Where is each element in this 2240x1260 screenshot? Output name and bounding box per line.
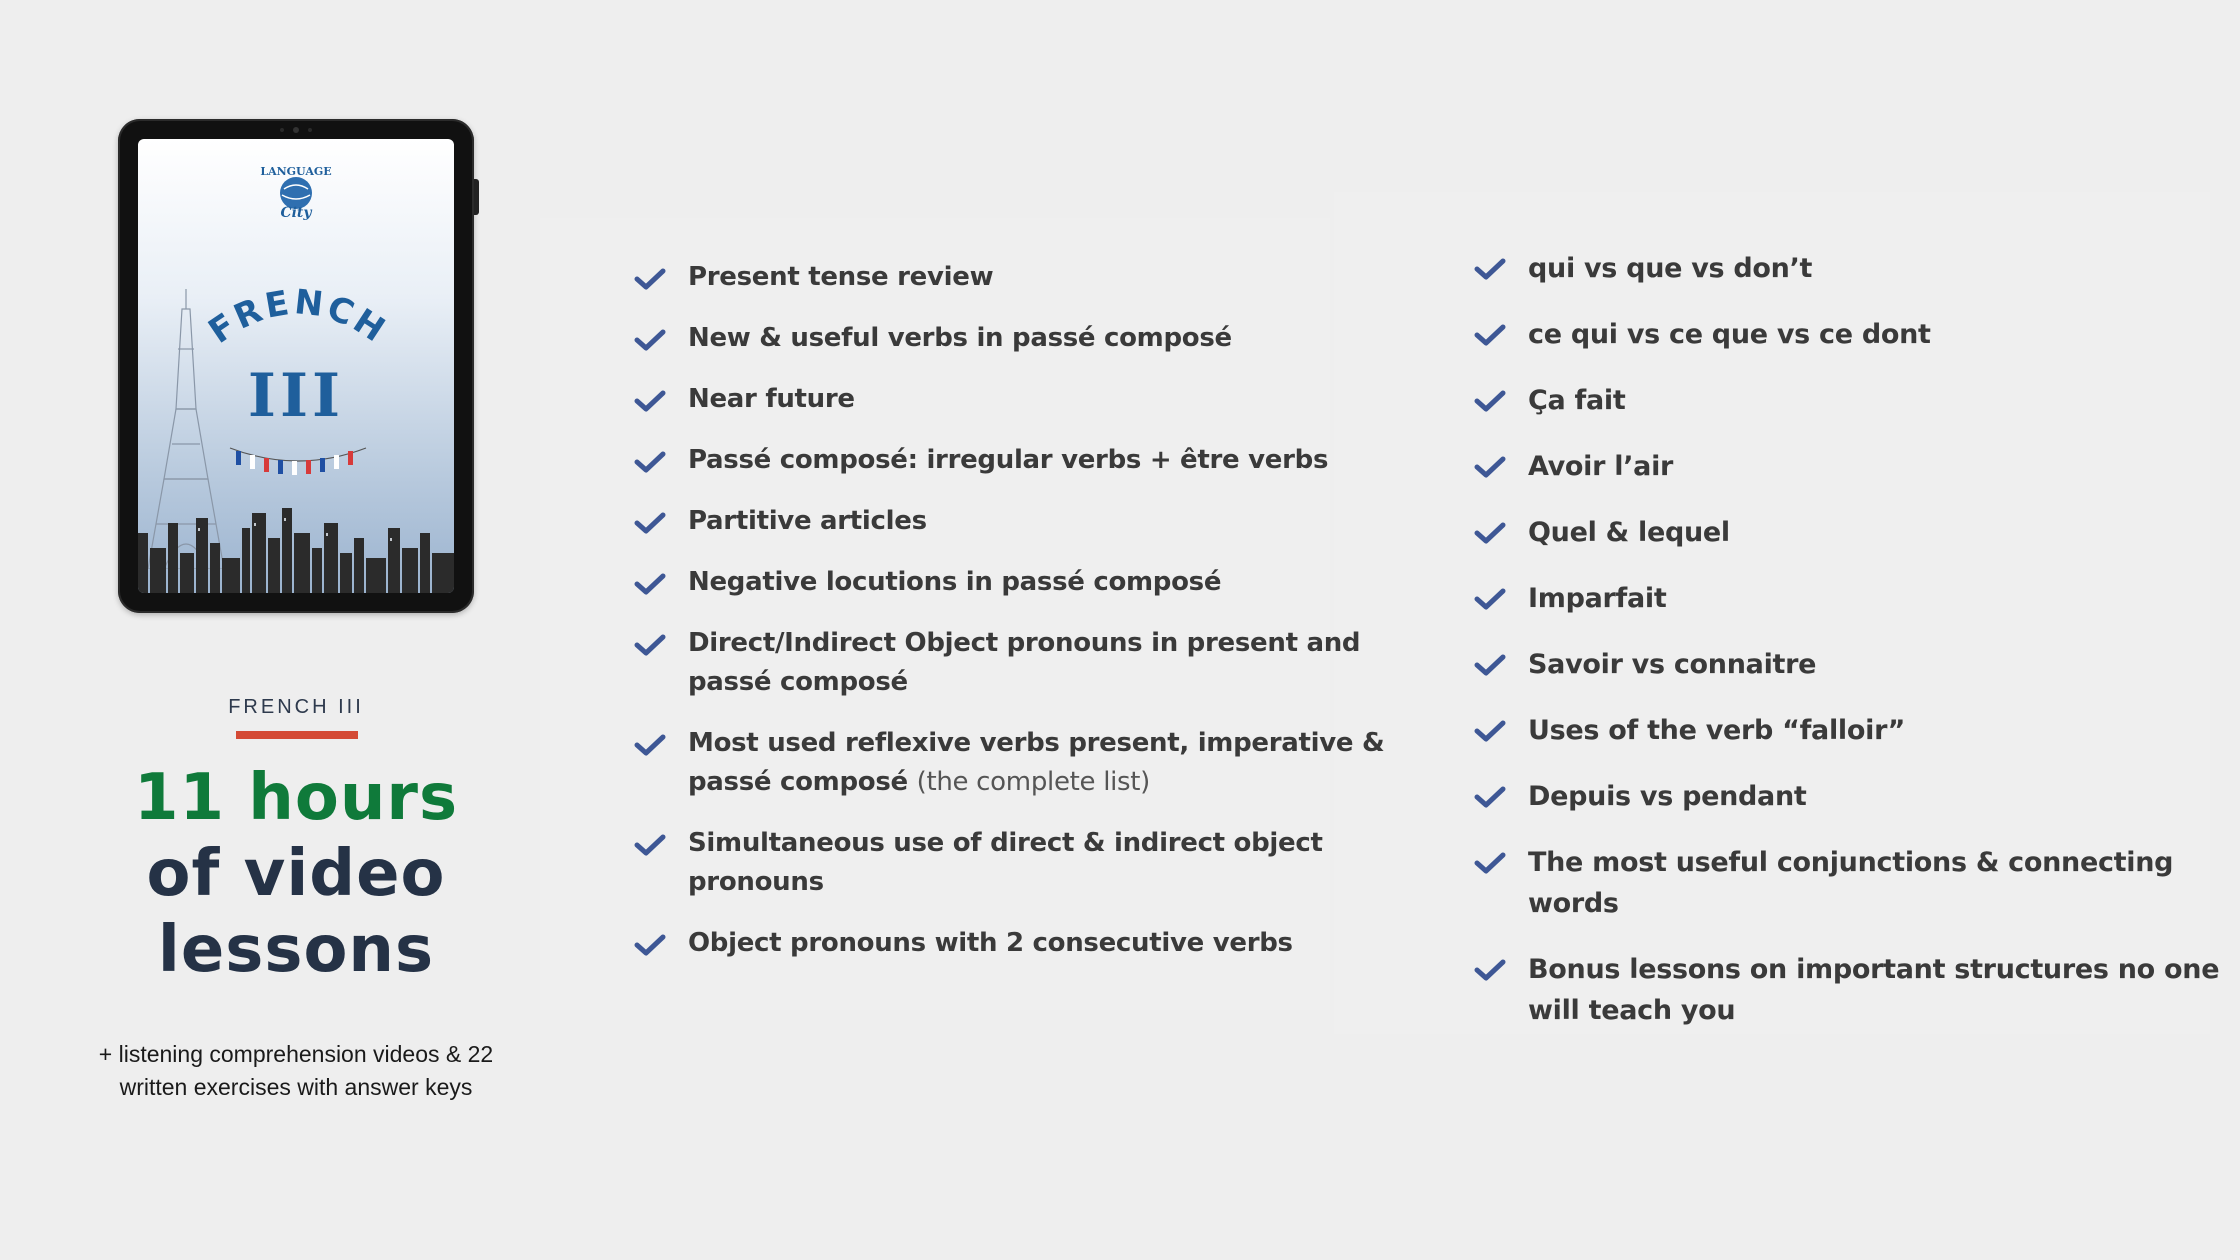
topic-text: qui vs que vs don’t (1528, 253, 1813, 284)
tablet-mockup (118, 119, 474, 613)
cover-title-text: FRENCH (201, 282, 395, 352)
check-icon (1474, 785, 1506, 809)
topic-text: The most useful conjunctions & connecting words (1528, 847, 2174, 919)
topic-item (634, 502, 1414, 541)
check-icon (634, 833, 666, 857)
topic-item (634, 563, 1414, 602)
flag-bunting (228, 444, 368, 480)
topic-text: Ça fait (1528, 385, 1626, 416)
topic-text: Near future (688, 384, 855, 414)
check-icon (634, 450, 666, 474)
check-icon (1474, 257, 1506, 281)
headline (80, 760, 512, 988)
topic-text: Savoir vs connaitre (1528, 649, 1817, 680)
topic-note: (the complete list) (916, 767, 1151, 797)
topic-text: Avoir l’air (1528, 451, 1674, 482)
check-icon (1474, 719, 1506, 743)
topic-item (634, 319, 1414, 358)
topic-text: Object pronouns with 2 consecutive verbs (688, 928, 1293, 958)
check-icon (1474, 851, 1506, 875)
svg-text:FRENCH (202, 282, 395, 352)
logo-bottom-text: City (280, 205, 312, 221)
topic-text: New & useful verbs in passé composé (688, 323, 1232, 353)
topic-text: Quel & lequel (1528, 517, 1730, 548)
check-icon (1474, 958, 1506, 982)
topic-item (1474, 644, 2240, 685)
topic-text: Bonus lessons on important structures no one will teach you (1528, 954, 2220, 1026)
check-icon (1474, 455, 1506, 479)
check-icon (634, 511, 666, 535)
topic-item (1474, 380, 2240, 421)
language-city-logo (251, 161, 341, 221)
topic-text: Simultaneous use of direct & indirect object pronouns (688, 828, 1323, 897)
topic-item (634, 441, 1414, 480)
topic-text: Present tense review (688, 262, 994, 292)
topic-text: ce qui vs ce que vs ce dont (1528, 319, 1931, 350)
topic-text: Imparfait (1528, 583, 1667, 614)
topic-item (1474, 842, 2240, 924)
check-icon (634, 328, 666, 352)
topic-text: Partitive articles (688, 506, 927, 536)
headline-accent: 11 hours (133, 761, 459, 835)
check-icon (1474, 323, 1506, 347)
course-cover (138, 139, 454, 593)
topic-item (1474, 710, 2240, 751)
check-icon (1474, 389, 1506, 413)
topic-text: Most used reflexive verbs present, imperative & passé composé (688, 728, 1385, 797)
headline-line-2: of video (146, 837, 446, 911)
city-skyline (138, 503, 454, 593)
check-icon (634, 572, 666, 596)
check-icon (1474, 587, 1506, 611)
topic-text: Uses of the verb “falloir” (1528, 715, 1906, 746)
headline-line-3: lessons (157, 913, 435, 987)
topic-item (634, 824, 1414, 902)
topic-item (1474, 578, 2240, 619)
check-icon (1474, 653, 1506, 677)
tablet-camera (293, 127, 299, 133)
topic-item (1474, 949, 2240, 1031)
topic-text: Direct/Indirect Object pronouns in present and passé composé (688, 628, 1361, 697)
logo-top-text: LANGUAGE (260, 165, 332, 178)
topic-item (634, 724, 1414, 802)
tablet-side-button (474, 179, 479, 215)
check-icon (634, 733, 666, 757)
topic-item (1474, 776, 2240, 817)
subcaption: + listening comprehension videos & 22 written exercises with answer keys (98, 1041, 494, 1100)
check-icon (634, 933, 666, 957)
topic-text: Passé composé: irregular verbs + être verbs (688, 445, 1329, 475)
label-underline (236, 731, 358, 739)
topic-item (1474, 512, 2240, 553)
topic-item (634, 380, 1414, 419)
topic-text: Depuis vs pendant (1528, 781, 1807, 812)
topic-item (1474, 248, 2240, 289)
check-icon (1474, 521, 1506, 545)
topic-item (634, 258, 1414, 297)
topic-item (634, 624, 1414, 702)
check-icon (634, 389, 666, 413)
topic-text: Negative locutions in passé composé (688, 567, 1222, 597)
cover-title (198, 279, 398, 359)
topic-list-right (1474, 248, 2240, 1056)
topic-item (1474, 314, 2240, 355)
check-icon (634, 267, 666, 291)
course-label: FRENCH III (228, 696, 364, 718)
check-icon (634, 633, 666, 657)
topic-item (1474, 446, 2240, 487)
topic-list-left (634, 258, 1414, 985)
cover-numeral: III (247, 361, 345, 431)
topic-item (634, 924, 1414, 963)
